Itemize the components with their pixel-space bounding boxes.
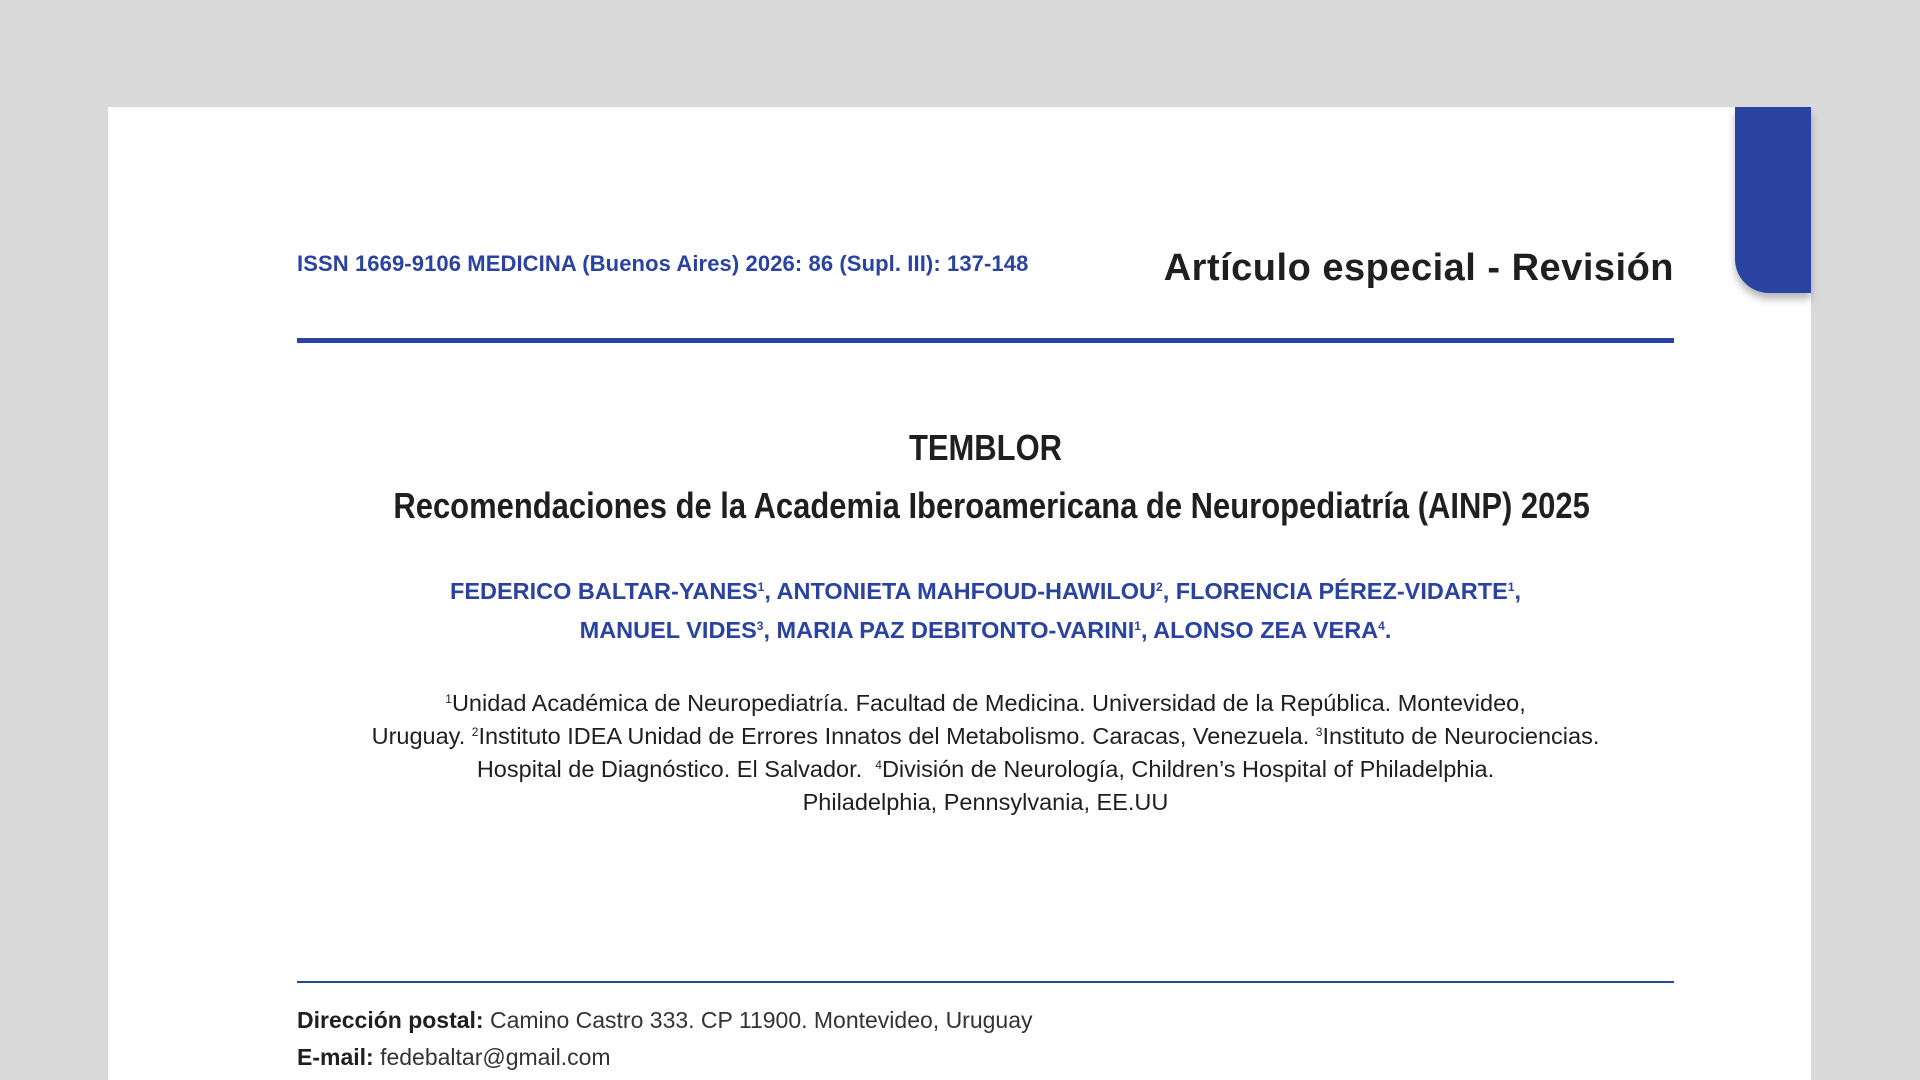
affiliation-number: 2 [471, 725, 479, 739]
article-title: TEMBLOR [908, 427, 1063, 468]
affiliation-number: 3 [1315, 725, 1323, 739]
affiliation-text: Philadelphia, Pennsylvania, EE.UU [802, 789, 1169, 815]
section-tab-marker [1735, 107, 1811, 293]
postal-address [297, 1002, 1033, 1039]
article-subtitle: Recomendaciones de la Academia Iberoamericana de Neuropediatría (AINP) 2025 [393, 485, 1590, 526]
author-affiliation-ref: 3 [756, 619, 764, 633]
author-affiliation-ref: 1 [1507, 580, 1515, 594]
postal-value: Camino Castro 333. CP 11900. Montevideo, Uruguay [483, 1007, 1033, 1033]
author-name: FLORENCIA PÉREZ-VIDARTE [1175, 578, 1508, 604]
affiliation-text: Hospital de Diagnóstico. El Salvador. [476, 756, 876, 782]
author-separator: , [1514, 578, 1522, 604]
author-list [297, 572, 1674, 650]
author-affiliation-ref: 4 [1378, 619, 1385, 633]
affiliation-text: Instituto de Neurociencias. [1322, 723, 1600, 749]
email-label: E-mail: [297, 1044, 374, 1070]
footer-divider [297, 981, 1674, 983]
article-type-heading: Artículo especial - Revisión [1163, 247, 1674, 289]
author-line-1 [297, 572, 1674, 611]
affiliation-text: Uruguay. [371, 723, 472, 749]
author-name: FEDERICO BALTAR-YANES [449, 578, 758, 604]
author-line-2 [297, 611, 1674, 650]
affiliation-number: 4 [875, 758, 882, 772]
author-separator: , [1140, 617, 1154, 643]
author-name: MANUEL VIDES [579, 617, 757, 643]
journal-citation: ISSN 1669-9106 MEDICINA (Buenos Aires) 2026: 86 (Supl. III): 137-148 [297, 251, 1029, 276]
author-affiliation-ref: 1 [1134, 619, 1141, 633]
affiliation-text: Instituto IDEA Unidad de Errores Innatos del Metabolismo. Caracas, Venezuela. [478, 723, 1316, 749]
author-affiliation-ref: 1 [757, 580, 765, 594]
author-name: ALONSO ZEA VERA [1153, 617, 1379, 643]
author-name: MARIA PAZ DEBITONTO-VARINI [776, 617, 1135, 643]
affiliations [297, 687, 1674, 819]
email-value: fedebaltar@gmail.com [373, 1044, 611, 1070]
correspondence-block [297, 1002, 1033, 1076]
article-page [108, 107, 1811, 1080]
author-affiliation-ref: 2 [1156, 580, 1163, 594]
email-address [297, 1039, 1033, 1076]
affiliation-line-1 [297, 687, 1674, 720]
affiliation-line-3 [297, 753, 1674, 786]
author-name: ANTONIETA MAHFOUD-HAWILOU [776, 578, 1156, 604]
author-separator: , [1162, 578, 1176, 604]
author-separator: . [1384, 617, 1392, 643]
author-separator: , [764, 578, 777, 604]
author-separator: , [763, 617, 777, 643]
affiliation-line-4 [297, 786, 1674, 819]
postal-label: Dirección postal: [297, 1007, 484, 1033]
header-divider [297, 338, 1674, 343]
affiliation-text: División de Neurología, Children’s Hospital of Philadelphia. [881, 756, 1495, 782]
affiliation-line-2 [297, 720, 1674, 753]
affiliation-text: Unidad Académica de Neuropediatría. Facultad de Medicina. Universidad de la República. Montevideo, [451, 690, 1526, 716]
affiliation-number: 1 [445, 692, 452, 706]
